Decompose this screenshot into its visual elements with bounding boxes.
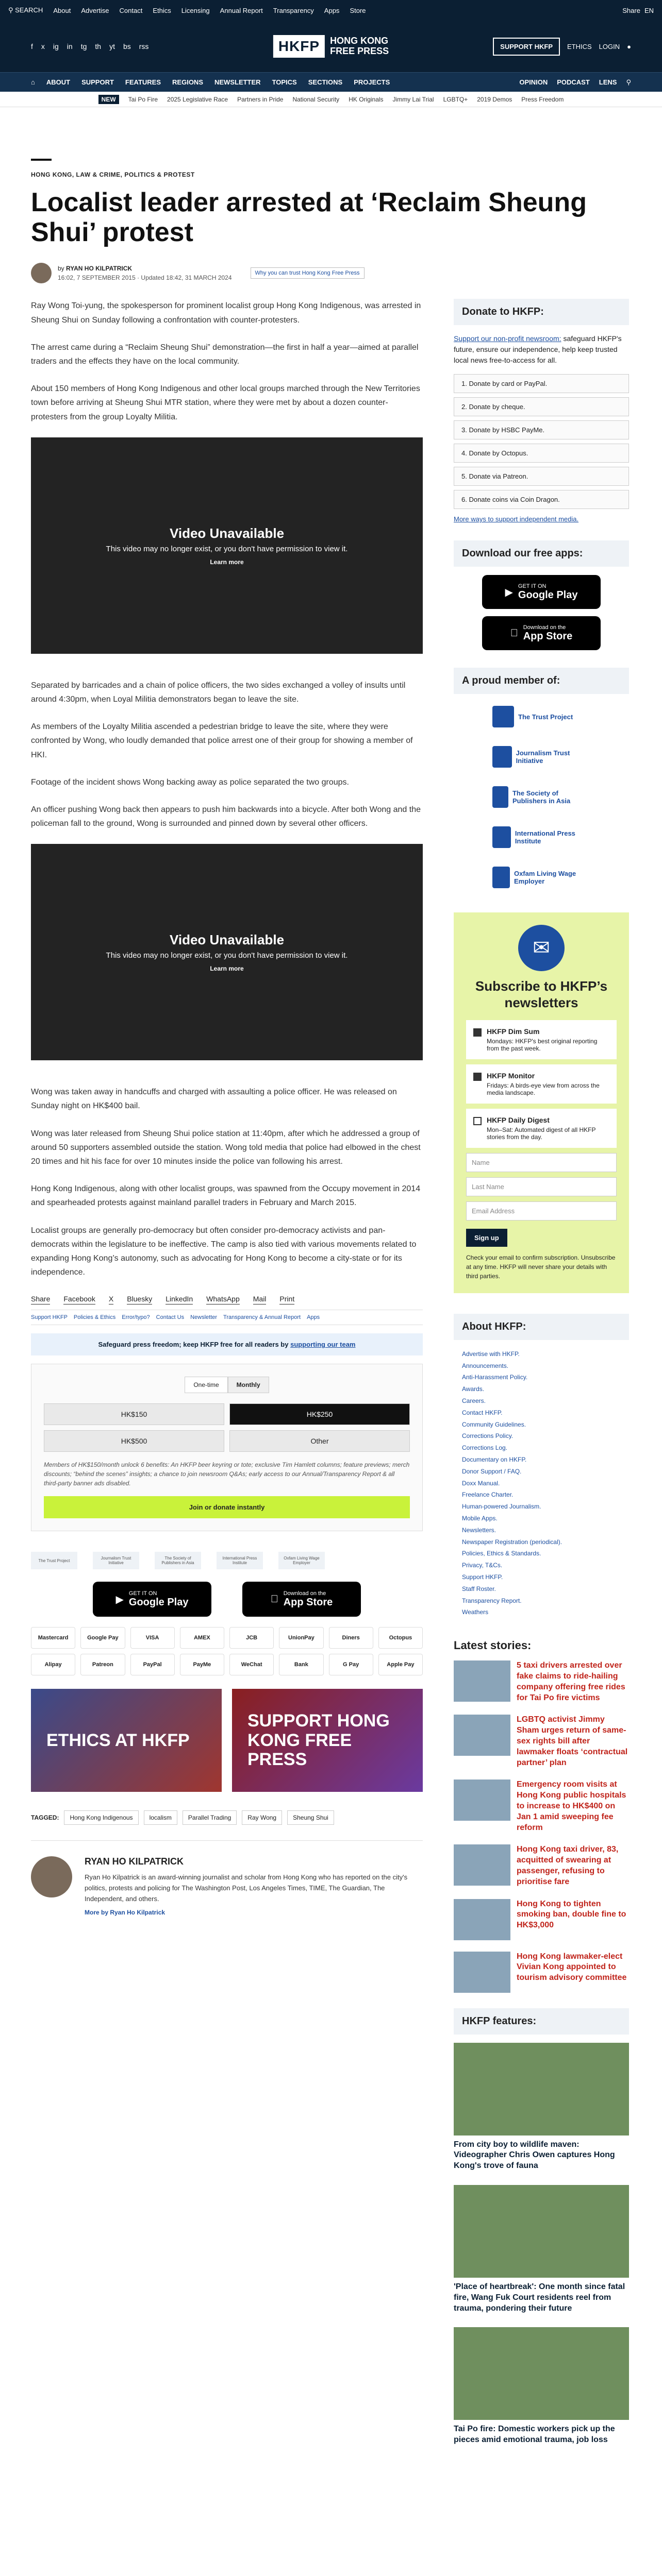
features-heading: HKFP features: <box>454 2008 629 2035</box>
tag[interactable]: Hong Kong Indigenous <box>64 1810 138 1825</box>
story-thumbnail <box>454 1952 510 1993</box>
feature-story[interactable]: 'Place of heartbreak': One month since fatal fire, Wang Fuk Court residents reel from trauma, pondering their future <box>454 2185 629 2314</box>
article-body <box>31 299 423 2459</box>
support-team-link[interactable]: supporting our team <box>290 1341 356 1349</box>
nav-projects[interactable]: PROJECTS <box>354 78 390 86</box>
tag-list <box>31 1810 423 1825</box>
ipi-icon <box>492 826 511 848</box>
video-learn-more[interactable]: Learn more <box>210 965 244 973</box>
paragraph: Footage of the incident shows Wong backing away as police separated the two groups. <box>31 777 349 787</box>
google-play-badge[interactable]: ▶ GET IT ON Google Play <box>482 575 601 609</box>
main-layout <box>0 299 662 2459</box>
login-link[interactable]: LOGIN <box>599 42 620 50</box>
share-link[interactable]: Share <box>622 6 640 14</box>
paragraph: Localist groups are generally pro-democracy but often consider pro-democracy activists and pan-democrats within the legislature to be ineffective. The camp is also tied with various movements related to expanding Hong Kong’s autonomy, such as advocating for Hong Kong to become a city-state or for its independence. <box>31 1226 417 1277</box>
tag[interactable]: Sheung Shui <box>287 1810 334 1825</box>
paragraph: Separated by barricades and a chain of police officers, the two sides exchanged a volley of insults until around 4:30pm, when Loyal Militia demonstrators began to leave the site. <box>31 681 406 704</box>
paragraph: As members of the Loyalty Militia ascended a pedestrian bridge to leave the site, where they were confronted by Wong, who loudly demanded that police arrest one of their group for showing a member of HKI. <box>31 722 413 759</box>
play-icon: ▶ <box>505 586 513 598</box>
paypal-icon: PayPal <box>130 1654 175 1675</box>
member-heading: A proud member of: <box>454 668 629 694</box>
trending-item[interactable]: 2025 Legislative Race <box>167 95 228 103</box>
trending-item[interactable]: Tai Po Fire <box>128 95 158 103</box>
site-header <box>0 21 662 72</box>
share-bar <box>31 1295 423 1304</box>
payme-icon: PayMe <box>180 1654 224 1675</box>
byline: by RYAN HO KILPATRICK 16:02, 7 SEPTEMBER 2015 · Updated 18:42, 31 MARCH 2024 Why you can trust Hong Kong Free Press <box>31 263 631 283</box>
author-bio-name[interactable]: RYAN HO KILPATRICK <box>85 1856 184 1867</box>
threads-icon[interactable]: th <box>95 42 102 50</box>
footer-link[interactable]: Transparency & Annual Report <box>223 1314 301 1321</box>
trending-item[interactable]: Press Freedom <box>521 95 564 103</box>
signup-button[interactable]: Sign up <box>466 1229 507 1247</box>
tagged-label: TAGGED: <box>31 1814 59 1822</box>
logo-text: HONG KONG FREE PRESS <box>330 36 389 56</box>
support-hkfp-button[interactable]: SUPPORT HKFP <box>493 38 560 56</box>
trending-item[interactable]: Partners in Pride <box>237 95 284 103</box>
top-link-apps[interactable]: Apps <box>324 6 340 14</box>
share-facebook[interactable]: Facebook <box>63 1295 95 1304</box>
apple-icon <box>510 628 518 639</box>
about-link[interactable]: Newsletters. <box>462 1526 496 1534</box>
app-store-badge[interactable]: Download on the App Store <box>482 616 601 650</box>
about-list <box>454 1348 629 1618</box>
last-name-field[interactable]: Last Name <box>466 1177 617 1196</box>
site-logo[interactable] <box>273 35 389 58</box>
paragraph: Ray Wong Toi-yung, the spokesperson for prominent localist group Hong Kong Indigenous, was arrested in Sheung Shui on Sunday following a confrontation with counter-protesters. <box>31 301 421 325</box>
instagram-icon[interactable]: ig <box>53 42 59 50</box>
nav-opinion[interactable]: OPINION <box>519 78 548 86</box>
footer-link[interactable]: Error/typo? <box>122 1314 150 1321</box>
google-play-badge[interactable]: ▶ GET IT ON Google Play <box>93 1582 211 1617</box>
amount-option-selected[interactable]: HK$250 <box>229 1403 410 1425</box>
latest-story[interactable]: LGBTQ activist Jimmy Sham urges return of same-sex rights bill after lawmaker floats ‘contractual partner’ plan <box>454 1715 629 1768</box>
member-logos <box>454 702 629 892</box>
top-links <box>53 7 366 14</box>
donate-amounts <box>44 1403 410 1452</box>
oxfam-logo[interactable]: Oxfam Living Wage Employer <box>492 863 590 892</box>
trending-item[interactable]: National Security <box>292 95 340 103</box>
video-subtitle: This video may no longer exist, or you don't have permission to view it. <box>106 544 348 553</box>
facebook-icon[interactable]: f <box>31 42 33 50</box>
video-title: Video Unavailable <box>169 932 285 948</box>
newsletter-title: Subscribe to HKFP’s newsletters <box>475 978 608 1010</box>
amex-icon: AMEX <box>180 1627 224 1649</box>
diners-icon: Diners <box>329 1627 373 1649</box>
paragraph: Wong was later released from Sheung Shui police station at 11:40pm, after which he addressed a group of around 50 supporters assembled outside the station. Wong told media that police had elbowed in the chest 20 times and hit his face for over 10 minutes inside the police van following his arrest. <box>31 1129 421 1166</box>
article-category[interactable]: HONG KONG, LAW & CRIME, POLITICS & PROTEST <box>31 171 195 178</box>
top-link-transparency[interactable]: Transparency <box>273 6 314 14</box>
about-link[interactable]: Anti-Harassment Policy. <box>462 1374 528 1381</box>
social-icons <box>31 42 148 50</box>
apple-icon <box>271 1594 278 1605</box>
sidebar-app-badges <box>454 575 629 650</box>
about-link[interactable]: Transparency Report. <box>462 1597 522 1604</box>
about-link[interactable]: Privacy, T&Cs. <box>462 1562 503 1569</box>
video-embed[interactable] <box>31 437 423 654</box>
gpay-icon: G Pay <box>329 1654 373 1675</box>
mail-icon: ✉ <box>518 925 565 971</box>
title-rule <box>31 159 52 161</box>
footer-link[interactable]: Apps <box>307 1314 320 1321</box>
app-store-badge[interactable]: Download on the App Store <box>242 1582 361 1617</box>
nav-lens[interactable]: LENS <box>599 78 617 86</box>
article-header <box>0 107 662 299</box>
footer-link[interactable]: Contact Us <box>156 1314 185 1321</box>
nav-support[interactable]: SUPPORT <box>81 78 114 86</box>
paragraph: Hong Kong Indigenous, along with other localist groups, was spawned from the Occupy movement in 2014 and spearheaded protests against mainland parallel traders in February and March 2015. <box>31 1184 421 1208</box>
footer-link[interactable]: Policies & Ethics <box>73 1314 116 1321</box>
nav-regions[interactable]: REGIONS <box>172 78 203 86</box>
app-store-badges <box>31 1582 423 1617</box>
rss-icon[interactable]: rss <box>139 42 149 50</box>
donate-intro: Support our non-profit newsroom: safeguard HKFP's future, ensure our independence, help keep trusted local news free-to-access for all. <box>454 334 622 365</box>
top-link-about[interactable]: About <box>53 6 71 14</box>
nav-newsletter[interactable]: NEWSLETTER <box>214 78 261 86</box>
one-time-option[interactable]: One-time <box>185 1377 227 1393</box>
share-linkedin[interactable]: LinkedIn <box>166 1295 193 1304</box>
article-title: Localist leader arrested at ‘Reclaim Sheung Shui’ protest <box>31 188 587 248</box>
safeguard-banner: Safeguard press freedom; keep HKFP free for all readers by supporting our team <box>31 1333 423 1355</box>
octopus-icon: Octopus <box>378 1627 423 1649</box>
donate-option[interactable]: 6. Donate coins via Coin Dragon. <box>454 490 629 509</box>
jti-icon <box>492 746 512 768</box>
about-link[interactable]: Support HKFP. <box>462 1573 503 1581</box>
donate-heading: Donate to HKFP: <box>454 299 629 325</box>
bank-icon: Bank <box>279 1654 323 1675</box>
email-field[interactable]: Email Address <box>466 1201 617 1221</box>
member-benefits: Members of HK$150/month unlock 6 benefits: An HKFP beer keyring or tote; exclusive Tim Hamlett columns; feature previews; merch discounts; “behind the scenes” insights; a chance to join newsroom Q&As; early access to our Annual/Transparency Report & all third-party banner ads disabled. <box>44 1461 410 1487</box>
about-link[interactable]: Donor Support / FAQ. <box>462 1467 522 1475</box>
first-name-field[interactable]: Name <box>466 1153 617 1172</box>
monthly-option[interactable]: Monthly <box>228 1377 269 1393</box>
about-link[interactable]: Documentary on HKFP. <box>462 1456 527 1464</box>
ethics-promo[interactable]: ETHICS AT HKFP <box>31 1689 222 1792</box>
newsletter-option[interactable]: HKFP Dim Sum Mondays: HKFP's best original reporting from the past week. <box>466 1020 617 1059</box>
latest-story[interactable]: Hong Kong taxi driver, 83, acquitted of swearing at passenger, refusing to prioritise fare <box>454 1844 629 1887</box>
donate-option[interactable]: 3. Donate by HSBC PayMe. <box>454 420 629 439</box>
new-badge: NEW <box>98 95 119 104</box>
ethics-link[interactable]: ETHICS <box>567 42 592 50</box>
wechat-pay-icon: WeChat <box>229 1654 274 1675</box>
alipay-icon: Alipay <box>31 1654 75 1675</box>
share-x[interactable]: X <box>109 1295 113 1304</box>
about-link[interactable]: Human-powered Journalism. <box>462 1503 541 1511</box>
trending-item[interactable]: HK Originals <box>349 95 384 103</box>
author-bio <box>31 1840 423 1916</box>
about-link[interactable]: Corrections Policy. <box>462 1432 514 1440</box>
trust-project-logo[interactable]: The Trust Project <box>31 1552 77 1569</box>
partner-logos <box>31 1552 423 1569</box>
telegram-icon[interactable]: tg <box>80 42 87 50</box>
about-link[interactable]: Mobile Apps. <box>462 1515 498 1522</box>
share-print[interactable]: Print <box>279 1295 294 1304</box>
paragraph: About 150 members of Hong Kong Indigenous and other local groups marched through the New Territories town before arriving at Sheung Shui MTR station, where they were met by about a dozen counter-protesters from the group Loyalty Militia. <box>31 384 420 421</box>
trending-item[interactable]: 2019 Demos <box>477 95 512 103</box>
about-link[interactable]: Contact HKFP. <box>462 1409 503 1416</box>
sopa-logo[interactable]: The Society of Publishers in Asia <box>492 783 590 811</box>
feature-story[interactable]: Tai Po fire: Domestic workers pick up the pieces amid emotional trauma, job loss <box>454 2327 629 2446</box>
trending-bar <box>0 92 662 107</box>
nav-topics[interactable]: TOPICS <box>272 78 297 86</box>
trending-item[interactable]: Jimmy Lai Trial <box>392 95 434 103</box>
story-thumbnail <box>454 1715 510 1756</box>
latest-story[interactable]: Hong Kong lawmaker-elect Vivian Kong appointed to tourism advisory committee <box>454 1952 629 1993</box>
newsletter-signup <box>454 912 629 1293</box>
visa-icon: VISA <box>130 1627 175 1649</box>
latest-story[interactable]: Hong Kong to tighten smoking ban, double fine to HK$3,000 <box>454 1899 629 1940</box>
share-bluesky[interactable]: Bluesky <box>127 1295 152 1304</box>
nav-podcast[interactable]: PODCAST <box>557 78 590 86</box>
x-icon[interactable]: x <box>41 42 45 50</box>
feature-image <box>454 2327 629 2420</box>
about-link[interactable]: Advertise with HKFP. <box>462 1350 520 1358</box>
feature-story[interactable]: From city boy to wildlife maven: Videographer Chris Owen captures Hong Kong's trove of fauna <box>454 2043 629 2172</box>
jti-logo[interactable]: Journalism Trust Initiative <box>492 742 590 771</box>
top-link-annual-report[interactable]: Annual Report <box>220 6 263 14</box>
play-icon: ▶ <box>115 1594 124 1605</box>
checkbox-checked[interactable] <box>473 1028 482 1037</box>
sopa-logo[interactable]: The Society of Publishers in Asia <box>155 1552 201 1569</box>
article-footer-links <box>31 1310 423 1325</box>
linkedin-icon[interactable]: in <box>67 42 73 50</box>
google-pay-icon: Google Pay <box>80 1627 125 1649</box>
nav-sections[interactable]: SECTIONS <box>308 78 343 86</box>
ipi-logo[interactable]: International Press Institute <box>217 1552 263 1569</box>
nav-about[interactable]: ABOUT <box>46 78 71 86</box>
about-link[interactable]: Policies, Ethics & Standards. <box>462 1550 541 1557</box>
youtube-icon[interactable]: yt <box>109 42 115 50</box>
paragraph: The arrest came during a “Reclaim Sheung Shui” demonstration—the first in half a year—aimed at parallel traders and the effects they have on the local community. <box>31 343 419 366</box>
latest-heading: Latest stories: <box>454 1639 532 1652</box>
bluesky-icon[interactable]: bs <box>123 42 131 50</box>
nav-features[interactable]: FEATURES <box>125 78 161 86</box>
story-thumbnail <box>454 1844 510 1886</box>
video-subtitle: This video may no longer exist, or you don't have permission to view it. <box>106 951 348 960</box>
share-mail[interactable]: Mail <box>253 1295 267 1304</box>
about-link[interactable]: Corrections Log. <box>462 1444 508 1452</box>
amount-option[interactable]: HK$150 <box>44 1403 224 1425</box>
tag[interactable]: Ray Wong <box>242 1810 282 1825</box>
footer-link[interactable]: Support HKFP <box>31 1314 68 1321</box>
trust-project-logo[interactable]: The Trust Project <box>492 702 590 731</box>
top-bar <box>0 0 662 21</box>
donate-widget <box>31 1364 423 1531</box>
donate-option[interactable]: 2. Donate by cheque. <box>454 397 629 416</box>
donate-frequency-toggle <box>44 1377 410 1393</box>
sidebar <box>454 299 629 2459</box>
author-name[interactable]: RYAN HO KILPATRICK <box>66 265 133 273</box>
mastercard-icon: Mastercard <box>31 1627 75 1649</box>
top-link-contact[interactable]: Contact <box>119 6 143 14</box>
video-embed[interactable] <box>31 844 423 1060</box>
story-thumbnail <box>454 1660 510 1702</box>
account-icon[interactable]: ● <box>627 42 631 50</box>
search-link[interactable]: ⚲ SEARCH <box>8 6 43 14</box>
author-avatar <box>31 263 52 283</box>
share-label: Share <box>31 1295 50 1304</box>
feature-image <box>454 2185 629 2278</box>
donate-option[interactable]: 4. Donate by Octopus. <box>454 444 629 463</box>
footer-link[interactable]: Newsletter <box>190 1314 218 1321</box>
donate-option[interactable]: 5. Donate via Patreon. <box>454 467 629 486</box>
oxfam-icon <box>492 867 510 888</box>
more-by-author-link[interactable]: More by Ryan Ho Kilpatrick <box>85 1908 166 1916</box>
jcb-icon: JCB <box>229 1627 274 1649</box>
jti-logo[interactable]: Journalism Trust Initiative <box>93 1552 139 1569</box>
search-icon[interactable]: ⚲ <box>626 78 631 86</box>
about-link[interactable]: Announcements. <box>462 1362 509 1369</box>
about-link[interactable]: Doxx Manual. <box>462 1479 500 1487</box>
about-heading: About HKFP: <box>454 1314 629 1340</box>
about-link[interactable]: Newspaper Registration (periodical). <box>462 1538 562 1546</box>
home-icon[interactable]: ⌂ <box>31 78 35 86</box>
paragraph: Wong was taken away in handcuffs and charged with assaulting a police officer. He was released on Sunday night on HK$400 bail. <box>31 1088 397 1111</box>
unionpay-icon: UnionPay <box>279 1627 323 1649</box>
share-whatsapp[interactable]: WhatsApp <box>206 1295 240 1304</box>
apple-pay-icon: Apple Pay <box>378 1654 423 1675</box>
newsletter-fineprint: Check your email to confirm subscription. Unsubscribe at any time. HKFP will never share your details with third parties. <box>466 1253 616 1280</box>
about-link[interactable]: Community Guidelines. <box>462 1420 526 1428</box>
donate-intro-link[interactable]: Support our non-profit newsroom: <box>454 334 561 343</box>
checkbox-unchecked[interactable] <box>473 1117 482 1125</box>
latest-story[interactable]: 5 taxi drivers arrested over fake claims to ride-hailing company offering free rides for Tai Po fire victims <box>454 1660 629 1703</box>
about-link[interactable]: Awards. <box>462 1385 485 1393</box>
trust-project-icon <box>492 706 514 727</box>
about-link[interactable]: Careers. <box>462 1397 486 1405</box>
paragraph: An officer pushing Wong back then appears to push him backwards into a bicycle. After both Wong and the policeman fall to the ground, Wong is surrounded and pinned down by several other officers. <box>31 805 421 828</box>
author-bio-text: Ryan Ho Kilpatrick is an award-winning journalist and scholar from Hong Kong who has reported on the city's politics, protests and policing for The Washington Post, Los Angeles Times, TIME, The Guardian, The Independent, and others. <box>85 1873 408 1903</box>
donate-option[interactable]: 1. Donate by card or PayPal. <box>454 374 629 393</box>
promo-banners <box>31 1689 423 1792</box>
payment-methods <box>31 1627 423 1675</box>
story-thumbnail <box>454 1899 510 1940</box>
story-thumbnail <box>454 1780 510 1821</box>
ipi-logo[interactable]: International Press Institute <box>492 823 590 852</box>
tag[interactable]: localism <box>144 1810 177 1825</box>
tag[interactable]: Parallel Trading <box>183 1810 237 1825</box>
checkbox-checked[interactable] <box>473 1073 482 1081</box>
trust-badge[interactable]: Why you can trust Hong Kong Free Press <box>251 267 365 279</box>
amount-option-other[interactable]: Other <box>229 1430 410 1452</box>
amount-option[interactable]: HK$500 <box>44 1430 224 1452</box>
about-link[interactable]: Weathers <box>462 1608 489 1616</box>
feature-image <box>454 2043 629 2136</box>
video-title: Video Unavailable <box>169 525 285 541</box>
article-dates: 16:02, 7 SEPTEMBER 2015 · Updated 18:42, 31 MARCH 2024 <box>58 274 232 282</box>
trending-item[interactable]: LGBTQ+ <box>443 95 468 103</box>
more-ways-link[interactable]: More ways to support independent media. <box>454 515 579 523</box>
support-promo[interactable]: SUPPORT HONG KONG FREE PRESS <box>232 1689 423 1792</box>
sopa-icon <box>492 786 508 808</box>
author-bio-avatar <box>31 1856 72 1897</box>
top-link-licensing[interactable]: Licensing <box>181 6 210 14</box>
join-donate-button[interactable]: Join or donate instantly <box>44 1496 410 1518</box>
apps-heading: Download our free apps: <box>454 540 629 567</box>
main-nav <box>0 72 662 92</box>
about-link[interactable]: Freelance Charter. <box>462 1491 514 1499</box>
top-link-store[interactable]: Store <box>350 6 366 14</box>
newsletter-option[interactable]: HKFP Monitor Fridays: A birds-eye view from across the media landscape. <box>466 1064 617 1104</box>
top-link-ethics[interactable]: Ethics <box>153 6 171 14</box>
video-learn-more[interactable]: Learn more <box>210 558 244 566</box>
top-link-advertise[interactable]: Advertise <box>81 6 109 14</box>
logo-mark: HKFP <box>273 35 325 58</box>
newsletter-option[interactable]: HKFP Daily Digest Mon–Sat: Automated digest of all HKFP stories from the day. <box>466 1109 617 1148</box>
patreon-icon: Patreon <box>80 1654 125 1675</box>
oxfam-logo[interactable]: Oxfam Living Wage Employer <box>278 1552 325 1569</box>
latest-story[interactable]: Emergency room visits at Hong Kong public hospitals to increase to HK$400 on Jan 1 amid sweeping fee reform <box>454 1780 629 1833</box>
language-toggle[interactable]: EN <box>644 6 654 14</box>
about-link[interactable]: Staff Roster. <box>462 1585 496 1592</box>
